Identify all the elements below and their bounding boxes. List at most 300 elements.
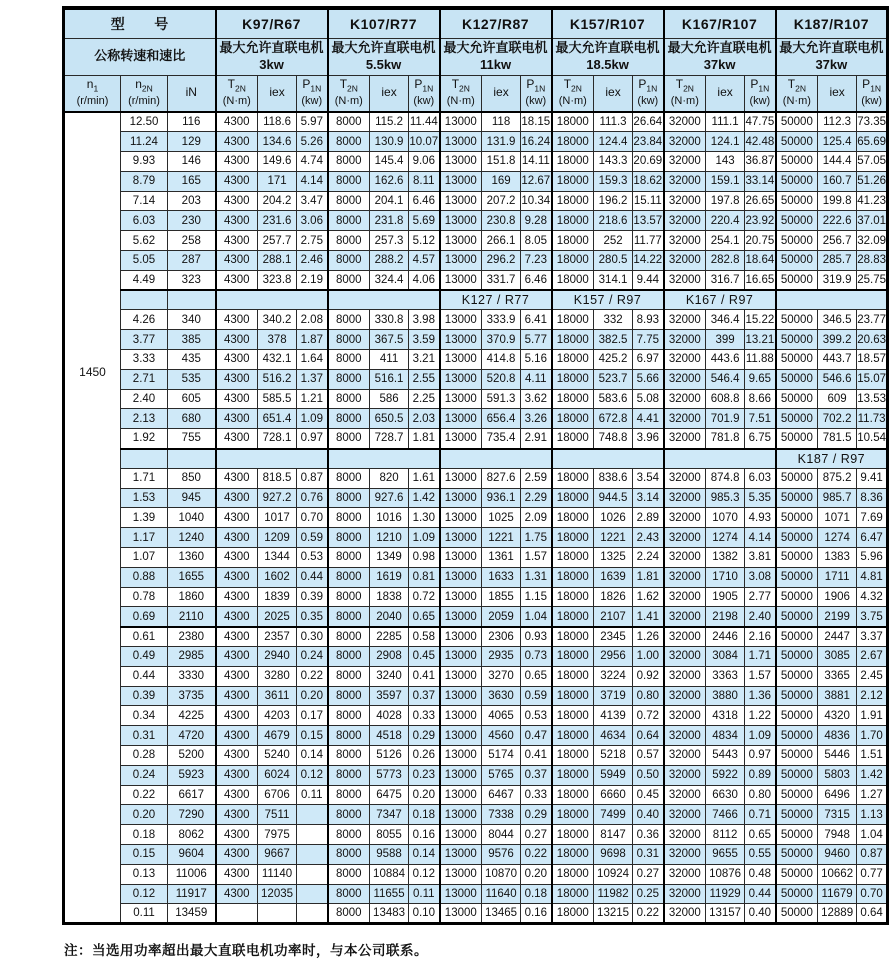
cell: 0.44 — [745, 884, 776, 904]
cell: 13000 — [440, 904, 482, 924]
cell: 18000 — [552, 468, 594, 488]
cell: 3.21 — [409, 350, 440, 370]
page — [0, 6, 890, 971]
cell: 50000 — [776, 468, 818, 488]
cell: 8000 — [328, 627, 370, 647]
cell: 0.41 — [409, 666, 440, 686]
cell: 10876 — [706, 864, 745, 884]
cell: 18000 — [552, 904, 594, 924]
cell: 8000 — [328, 825, 370, 845]
cell: 3597 — [370, 686, 409, 706]
cell: 8.79 — [121, 171, 168, 191]
table-row — [64, 231, 888, 251]
cell: 1.00 — [633, 647, 664, 667]
cell: 32000 — [664, 270, 706, 290]
cell: 18000 — [552, 666, 594, 686]
cell: 118.6 — [258, 112, 297, 132]
cell: 608.8 — [706, 389, 745, 409]
cell: 1240 — [168, 528, 216, 548]
cell: 1.42 — [857, 765, 888, 785]
cell: 0.37 — [521, 765, 552, 785]
cell: 18000 — [552, 528, 594, 548]
subheader-model — [216, 290, 328, 310]
cell: 50000 — [776, 330, 818, 350]
cell: 4634 — [594, 726, 633, 746]
cell: 8000 — [328, 647, 370, 667]
cell: 1.04 — [521, 607, 552, 627]
cell: 3.37 — [857, 627, 888, 647]
cell: 0.27 — [521, 825, 552, 845]
table-header — [64, 8, 888, 112]
cell: 702.2 — [818, 409, 857, 429]
cell: 13000 — [440, 211, 482, 231]
cell: 874.8 — [706, 468, 745, 488]
cell — [258, 904, 297, 924]
cell: 8000 — [328, 607, 370, 627]
cell: 3.59 — [409, 330, 440, 350]
motor-header-0 — [216, 38, 328, 75]
cell: 50000 — [776, 488, 818, 508]
cell: 1070 — [706, 508, 745, 528]
cell: 162.6 — [370, 171, 409, 191]
cell: 0.65 — [521, 666, 552, 686]
cell: 1.81 — [633, 567, 664, 587]
cell: 32000 — [664, 251, 706, 271]
cell: 8000 — [328, 666, 370, 686]
cell: 0.59 — [297, 528, 328, 548]
cell: 0.80 — [633, 686, 664, 706]
cell: 4300 — [216, 310, 258, 330]
cell: 50000 — [776, 112, 818, 132]
cell: 32000 — [664, 666, 706, 686]
cell: 605 — [168, 389, 216, 409]
cell: 18000 — [552, 765, 594, 785]
subheader-row — [64, 290, 888, 310]
cell: 118 — [482, 112, 521, 132]
cell: 159.3 — [594, 171, 633, 191]
col-header-p1n-0: $P_{1N}$ (kw) — [297, 75, 328, 112]
table-row — [64, 251, 888, 271]
cell: 9576 — [482, 844, 521, 864]
cell: 9.93 — [121, 152, 168, 172]
cell: 0.24 — [297, 647, 328, 667]
cell: 0.12 — [121, 884, 168, 904]
cell: 4720 — [168, 726, 216, 746]
cell: 13000 — [440, 666, 482, 686]
cell: 1025 — [482, 508, 521, 528]
cell: 23.77 — [857, 310, 888, 330]
cell: 13157 — [706, 904, 745, 924]
cell: 8000 — [328, 805, 370, 825]
cell: 8000 — [328, 231, 370, 251]
cell: 50000 — [776, 369, 818, 389]
cell: 50000 — [776, 270, 818, 290]
cell: 18000 — [552, 746, 594, 766]
cell: 18000 — [552, 884, 594, 904]
cell: 0.22 — [297, 666, 328, 686]
cell: 18000 — [552, 548, 594, 568]
cell: 4300 — [216, 627, 258, 647]
cell: 285.7 — [818, 251, 857, 271]
cell: 0.65 — [409, 607, 440, 627]
cell: 18000 — [552, 627, 594, 647]
cell: 218.6 — [594, 211, 633, 231]
cell: 32000 — [664, 409, 706, 429]
cell: 151.8 — [482, 152, 521, 172]
cell: 651.4 — [258, 409, 297, 429]
cell: 4300 — [216, 805, 258, 825]
subheader-model — [328, 449, 440, 469]
cell: 4300 — [216, 706, 258, 726]
cell: 160.7 — [818, 171, 857, 191]
cell: 4.26 — [121, 310, 168, 330]
cell: 18000 — [552, 211, 594, 231]
cell: 32000 — [664, 171, 706, 191]
cell: 1906 — [818, 587, 857, 607]
cell: 3.33 — [121, 350, 168, 370]
cell: 0.13 — [121, 864, 168, 884]
cell: 1710 — [706, 567, 745, 587]
cell: 9655 — [706, 844, 745, 864]
table-row — [64, 785, 888, 805]
cell: 0.20 — [409, 785, 440, 805]
cell: 382.5 — [594, 330, 633, 350]
cell: 13000 — [440, 488, 482, 508]
cell: 1209 — [258, 528, 297, 548]
cell: 4203 — [258, 706, 297, 726]
cell: 1.75 — [521, 528, 552, 548]
table-row — [64, 152, 888, 172]
cell: 230.8 — [482, 211, 521, 231]
cell: 1.70 — [857, 726, 888, 746]
cell: 13000 — [440, 726, 482, 746]
cell: 3.96 — [633, 429, 664, 449]
cell: 5.97 — [297, 112, 328, 132]
cell: 18000 — [552, 330, 594, 350]
cell: 3.54 — [633, 468, 664, 488]
cell: 2.59 — [521, 468, 552, 488]
cell: 4300 — [216, 231, 258, 251]
cell: 0.78 — [121, 587, 168, 607]
cell: 50000 — [776, 587, 818, 607]
cell: 4.41 — [633, 409, 664, 429]
cell: 231.8 — [370, 211, 409, 231]
cell: 1.92 — [121, 429, 168, 449]
cell: 131.9 — [482, 132, 521, 152]
cell: 8000 — [328, 844, 370, 864]
cell: 6.46 — [521, 270, 552, 290]
cell: 13.21 — [745, 330, 776, 350]
motor-header-2 — [440, 38, 552, 75]
cell: 728.1 — [258, 429, 297, 449]
cell: 3.75 — [857, 607, 888, 627]
cell — [297, 884, 328, 904]
cell — [297, 825, 328, 845]
cell: 230 — [168, 211, 216, 231]
cell: 50000 — [776, 864, 818, 884]
cell: 5446 — [818, 746, 857, 766]
col-header-t2n-1: $T_{2N}$ (N·m) — [328, 75, 370, 112]
cell: 2.25 — [409, 389, 440, 409]
cell: 1.09 — [745, 726, 776, 746]
cell: 3.98 — [409, 310, 440, 330]
cell: 13000 — [440, 686, 482, 706]
cell: 32000 — [664, 508, 706, 528]
cell: 0.59 — [521, 686, 552, 706]
subheader-row — [64, 449, 888, 469]
cell: 0.31 — [633, 844, 664, 864]
cell: 13000 — [440, 251, 482, 271]
cell: 4.49 — [121, 270, 168, 290]
cell: 5803 — [818, 765, 857, 785]
cell: 8000 — [328, 468, 370, 488]
cell: 125.4 — [818, 132, 857, 152]
cell: 0.25 — [633, 884, 664, 904]
cell: 2199 — [818, 607, 857, 627]
cell: 111.3 — [594, 112, 633, 132]
cell: 18000 — [552, 389, 594, 409]
cell: 197.8 — [706, 191, 745, 211]
cell — [297, 844, 328, 864]
cell: 735.4 — [482, 429, 521, 449]
col-header-iex-3: iex — [594, 75, 633, 112]
cell: 1.31 — [521, 567, 552, 587]
cell: 257.7 — [258, 231, 297, 251]
cell: 4560 — [482, 726, 521, 746]
cell: 5773 — [370, 765, 409, 785]
cell: 4300 — [216, 112, 258, 132]
cell: 13000 — [440, 171, 482, 191]
cell: 37.01 — [857, 211, 888, 231]
cell: 32000 — [664, 825, 706, 845]
cell: 65.69 — [857, 132, 888, 152]
cell: 609 — [818, 389, 857, 409]
cell: 18000 — [552, 825, 594, 845]
cell: 1.91 — [857, 706, 888, 726]
cell: 26.65 — [745, 191, 776, 211]
cell: 367.5 — [370, 330, 409, 350]
cell: 2.13 — [121, 409, 168, 429]
cell: 32000 — [664, 607, 706, 627]
cell: 13.57 — [633, 211, 664, 231]
cell: 3630 — [482, 686, 521, 706]
col-header-t2n-0: $T_{2N}$ (N·m) — [216, 75, 258, 112]
cell: 0.92 — [633, 666, 664, 686]
cell: 8000 — [328, 884, 370, 904]
cell: 18000 — [552, 231, 594, 251]
cell: 296.2 — [482, 251, 521, 271]
cell: 73.35 — [857, 112, 888, 132]
cell: 11.77 — [633, 231, 664, 251]
cell: 0.93 — [521, 627, 552, 647]
cell: 4300 — [216, 884, 258, 904]
cell: 8000 — [328, 587, 370, 607]
cell: 546.4 — [706, 369, 745, 389]
cell: 3.62 — [521, 389, 552, 409]
cell: 50000 — [776, 686, 818, 706]
cell: 18000 — [552, 805, 594, 825]
cell: 1826 — [594, 587, 633, 607]
table-row — [64, 132, 888, 152]
cell: 169 — [482, 171, 521, 191]
cell: 5.35 — [745, 488, 776, 508]
spec-table — [62, 6, 889, 925]
cell: 5.16 — [521, 350, 552, 370]
cell: 4300 — [216, 508, 258, 528]
cell: 222.6 — [818, 211, 857, 231]
cell: 4300 — [216, 251, 258, 271]
cell: 378 — [258, 330, 297, 350]
cell: 4300 — [216, 171, 258, 191]
cell: 4.74 — [297, 152, 328, 172]
cell: 18000 — [552, 488, 594, 508]
cell: 13000 — [440, 330, 482, 350]
cell: 0.24 — [121, 765, 168, 785]
cell: 333.9 — [482, 310, 521, 330]
cell: 134.6 — [258, 132, 297, 152]
cell: 256.7 — [818, 231, 857, 251]
cell: 1.71 — [745, 647, 776, 667]
cell: 443.6 — [706, 350, 745, 370]
cell: 0.53 — [297, 548, 328, 568]
model-name-4: K167/R107 — [664, 8, 776, 38]
cell: 748.8 — [594, 429, 633, 449]
cell: 0.36 — [633, 825, 664, 845]
cell: 13215 — [594, 904, 633, 924]
cell: 701.9 — [706, 409, 745, 429]
cell: 516.2 — [258, 369, 297, 389]
cell: 18000 — [552, 191, 594, 211]
cell: 171 — [258, 171, 297, 191]
table-row — [64, 726, 888, 746]
cell: 8000 — [328, 746, 370, 766]
cell: 5.96 — [857, 548, 888, 568]
header-row-models — [64, 8, 888, 38]
model-name-1: K107/R77 — [328, 8, 440, 38]
cell: 936.1 — [482, 488, 521, 508]
cell: 41.23 — [857, 191, 888, 211]
cell: 144.4 — [818, 152, 857, 172]
cell: 4300 — [216, 389, 258, 409]
cell: 4679 — [258, 726, 297, 746]
cell: 820 — [370, 468, 409, 488]
cell: 4300 — [216, 548, 258, 568]
cell: 1.81 — [409, 429, 440, 449]
cell: 5.62 — [121, 231, 168, 251]
cell: 11006 — [168, 864, 216, 884]
table-row — [64, 607, 888, 627]
cell: 7.14 — [121, 191, 168, 211]
cell: 18000 — [552, 647, 594, 667]
cell: 8055 — [370, 825, 409, 845]
cell: 2198 — [706, 607, 745, 627]
cell: 2.19 — [297, 270, 328, 290]
cell: 0.11 — [121, 904, 168, 924]
motor-header-3 — [552, 38, 664, 75]
cell: 0.10 — [409, 904, 440, 924]
cell: 2935 — [482, 647, 521, 667]
table-row — [64, 647, 888, 667]
cell: 6.41 — [521, 310, 552, 330]
cell: 4225 — [168, 706, 216, 726]
cell: 145.4 — [370, 152, 409, 172]
cell: 5.69 — [409, 211, 440, 231]
cell: 50000 — [776, 251, 818, 271]
cell: 3.81 — [745, 548, 776, 568]
cell: 8.11 — [409, 171, 440, 191]
cell: 3.77 — [121, 330, 168, 350]
cell: 0.45 — [633, 785, 664, 805]
cell: 50000 — [776, 211, 818, 231]
cell: 13483 — [370, 904, 409, 924]
cell: 4028 — [370, 706, 409, 726]
cell: 9.28 — [521, 211, 552, 231]
cell: 8000 — [328, 904, 370, 924]
cell: 32000 — [664, 191, 706, 211]
cell: 4300 — [216, 726, 258, 746]
cell: 13465 — [482, 904, 521, 924]
cell: 50000 — [776, 171, 818, 191]
cell: 50000 — [776, 310, 818, 330]
cell: 0.71 — [745, 805, 776, 825]
cell: 0.12 — [297, 765, 328, 785]
cell: 1860 — [168, 587, 216, 607]
col-header-p1n-1: $P_{1N}$ (kw) — [409, 75, 440, 112]
cell: 0.40 — [633, 805, 664, 825]
cell: 2.75 — [297, 231, 328, 251]
cell: 1.22 — [745, 706, 776, 726]
col-header-t2n-5: $T_{2N}$ (N·m) — [776, 75, 818, 112]
cell: 2.46 — [297, 251, 328, 271]
cell: 680 — [168, 409, 216, 429]
cell: 0.31 — [121, 726, 168, 746]
header-row-motor — [64, 38, 888, 75]
cell: 57.05 — [857, 152, 888, 172]
cell: 10662 — [818, 864, 857, 884]
cell: 4300 — [216, 488, 258, 508]
cell: 0.33 — [521, 785, 552, 805]
cell: 1040 — [168, 508, 216, 528]
cell: 1.37 — [297, 369, 328, 389]
cell: 1.57 — [745, 666, 776, 686]
cell: 0.87 — [857, 844, 888, 864]
cell: 11.73 — [857, 409, 888, 429]
cell: 36.87 — [745, 152, 776, 172]
cell: 1325 — [594, 548, 633, 568]
cell: 4300 — [216, 785, 258, 805]
model-name-2: K127/R87 — [440, 8, 552, 38]
cell: 149.6 — [258, 152, 297, 172]
col-header-iex-2: iex — [482, 75, 521, 112]
table-row — [64, 528, 888, 548]
cell: 0.40 — [745, 904, 776, 924]
cell: 332 — [594, 310, 633, 330]
cell: 1274 — [706, 528, 745, 548]
cell: 4518 — [370, 726, 409, 746]
cell: 32000 — [664, 746, 706, 766]
cell: 143 — [706, 152, 745, 172]
cell: 6660 — [594, 785, 633, 805]
cell: 26.64 — [633, 112, 664, 132]
cell: 656.4 — [482, 409, 521, 429]
cell: 6475 — [370, 785, 409, 805]
cell: 650.5 — [370, 409, 409, 429]
cell: 13000 — [440, 864, 482, 884]
cell: 204.2 — [258, 191, 297, 211]
cell — [216, 904, 258, 924]
table-row — [64, 548, 888, 568]
cell: 32000 — [664, 548, 706, 568]
